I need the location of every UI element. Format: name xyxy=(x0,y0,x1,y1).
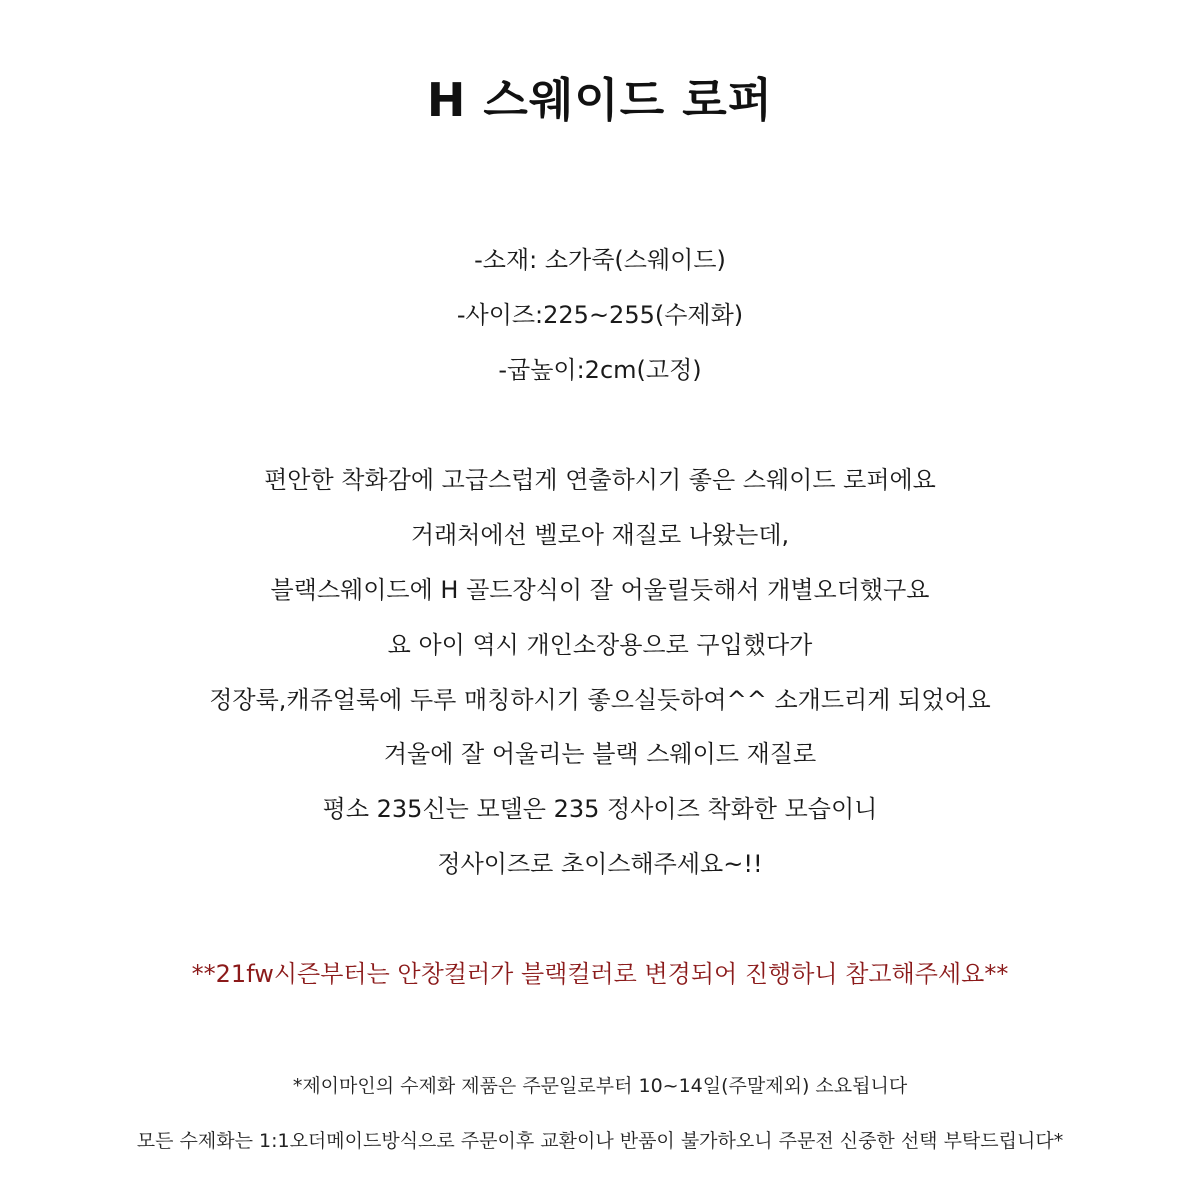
description-line: 편안한 착화감에 고급스럽게 연출하시기 좋은 스웨이드 로퍼에요 xyxy=(264,466,936,494)
no-return-note: 모든 수제화는 1:1오더메이드방식으로 주문이후 교환이나 반품이 불가하오니 주문전 신중한 선택 부탁드립니다* xyxy=(136,1130,1064,1152)
spec-heel-height: -굽높이:2cm(고정) xyxy=(498,356,702,384)
description-line: 정장룩,캐쥬얼룩에 두루 매칭하시기 좋으실듯하여^^ 소개드리게 되었어요 xyxy=(209,686,991,714)
description-line: 겨울에 잘 어울리는 블랙 스웨이드 재질로 xyxy=(383,740,817,768)
delivery-time-note: *제이마인의 수제화 제품은 주문일로부터 10~14일(주말제외) 소요됩니다 xyxy=(292,1075,908,1097)
description-line: 정사이즈로 초이스해주세요~!! xyxy=(437,850,763,878)
description-line: 거래처에선 벨로아 재질로 나왔는데, xyxy=(410,521,790,549)
insole-color-notice: **21fw시즌부터는 안창컬러가 블랙컬러로 변경되어 진행하니 참고해주세요** xyxy=(191,960,1009,988)
spec-size: -사이즈:225~255(수제화) xyxy=(456,301,744,329)
description-line: 평소 235신는 모델은 235 정사이즈 착화한 모습이니 xyxy=(322,795,878,823)
description-line: 블랙스웨이드에 H 골드장식이 잘 어울릴듯해서 개별오더했구요 xyxy=(270,576,930,604)
product-title: H 스웨이드 로퍼 xyxy=(426,73,774,127)
description-line: 요 아이 역시 개인소장용으로 구입했다가 xyxy=(387,631,813,659)
spec-material: -소재: 소가죽(스웨이드) xyxy=(474,246,726,274)
